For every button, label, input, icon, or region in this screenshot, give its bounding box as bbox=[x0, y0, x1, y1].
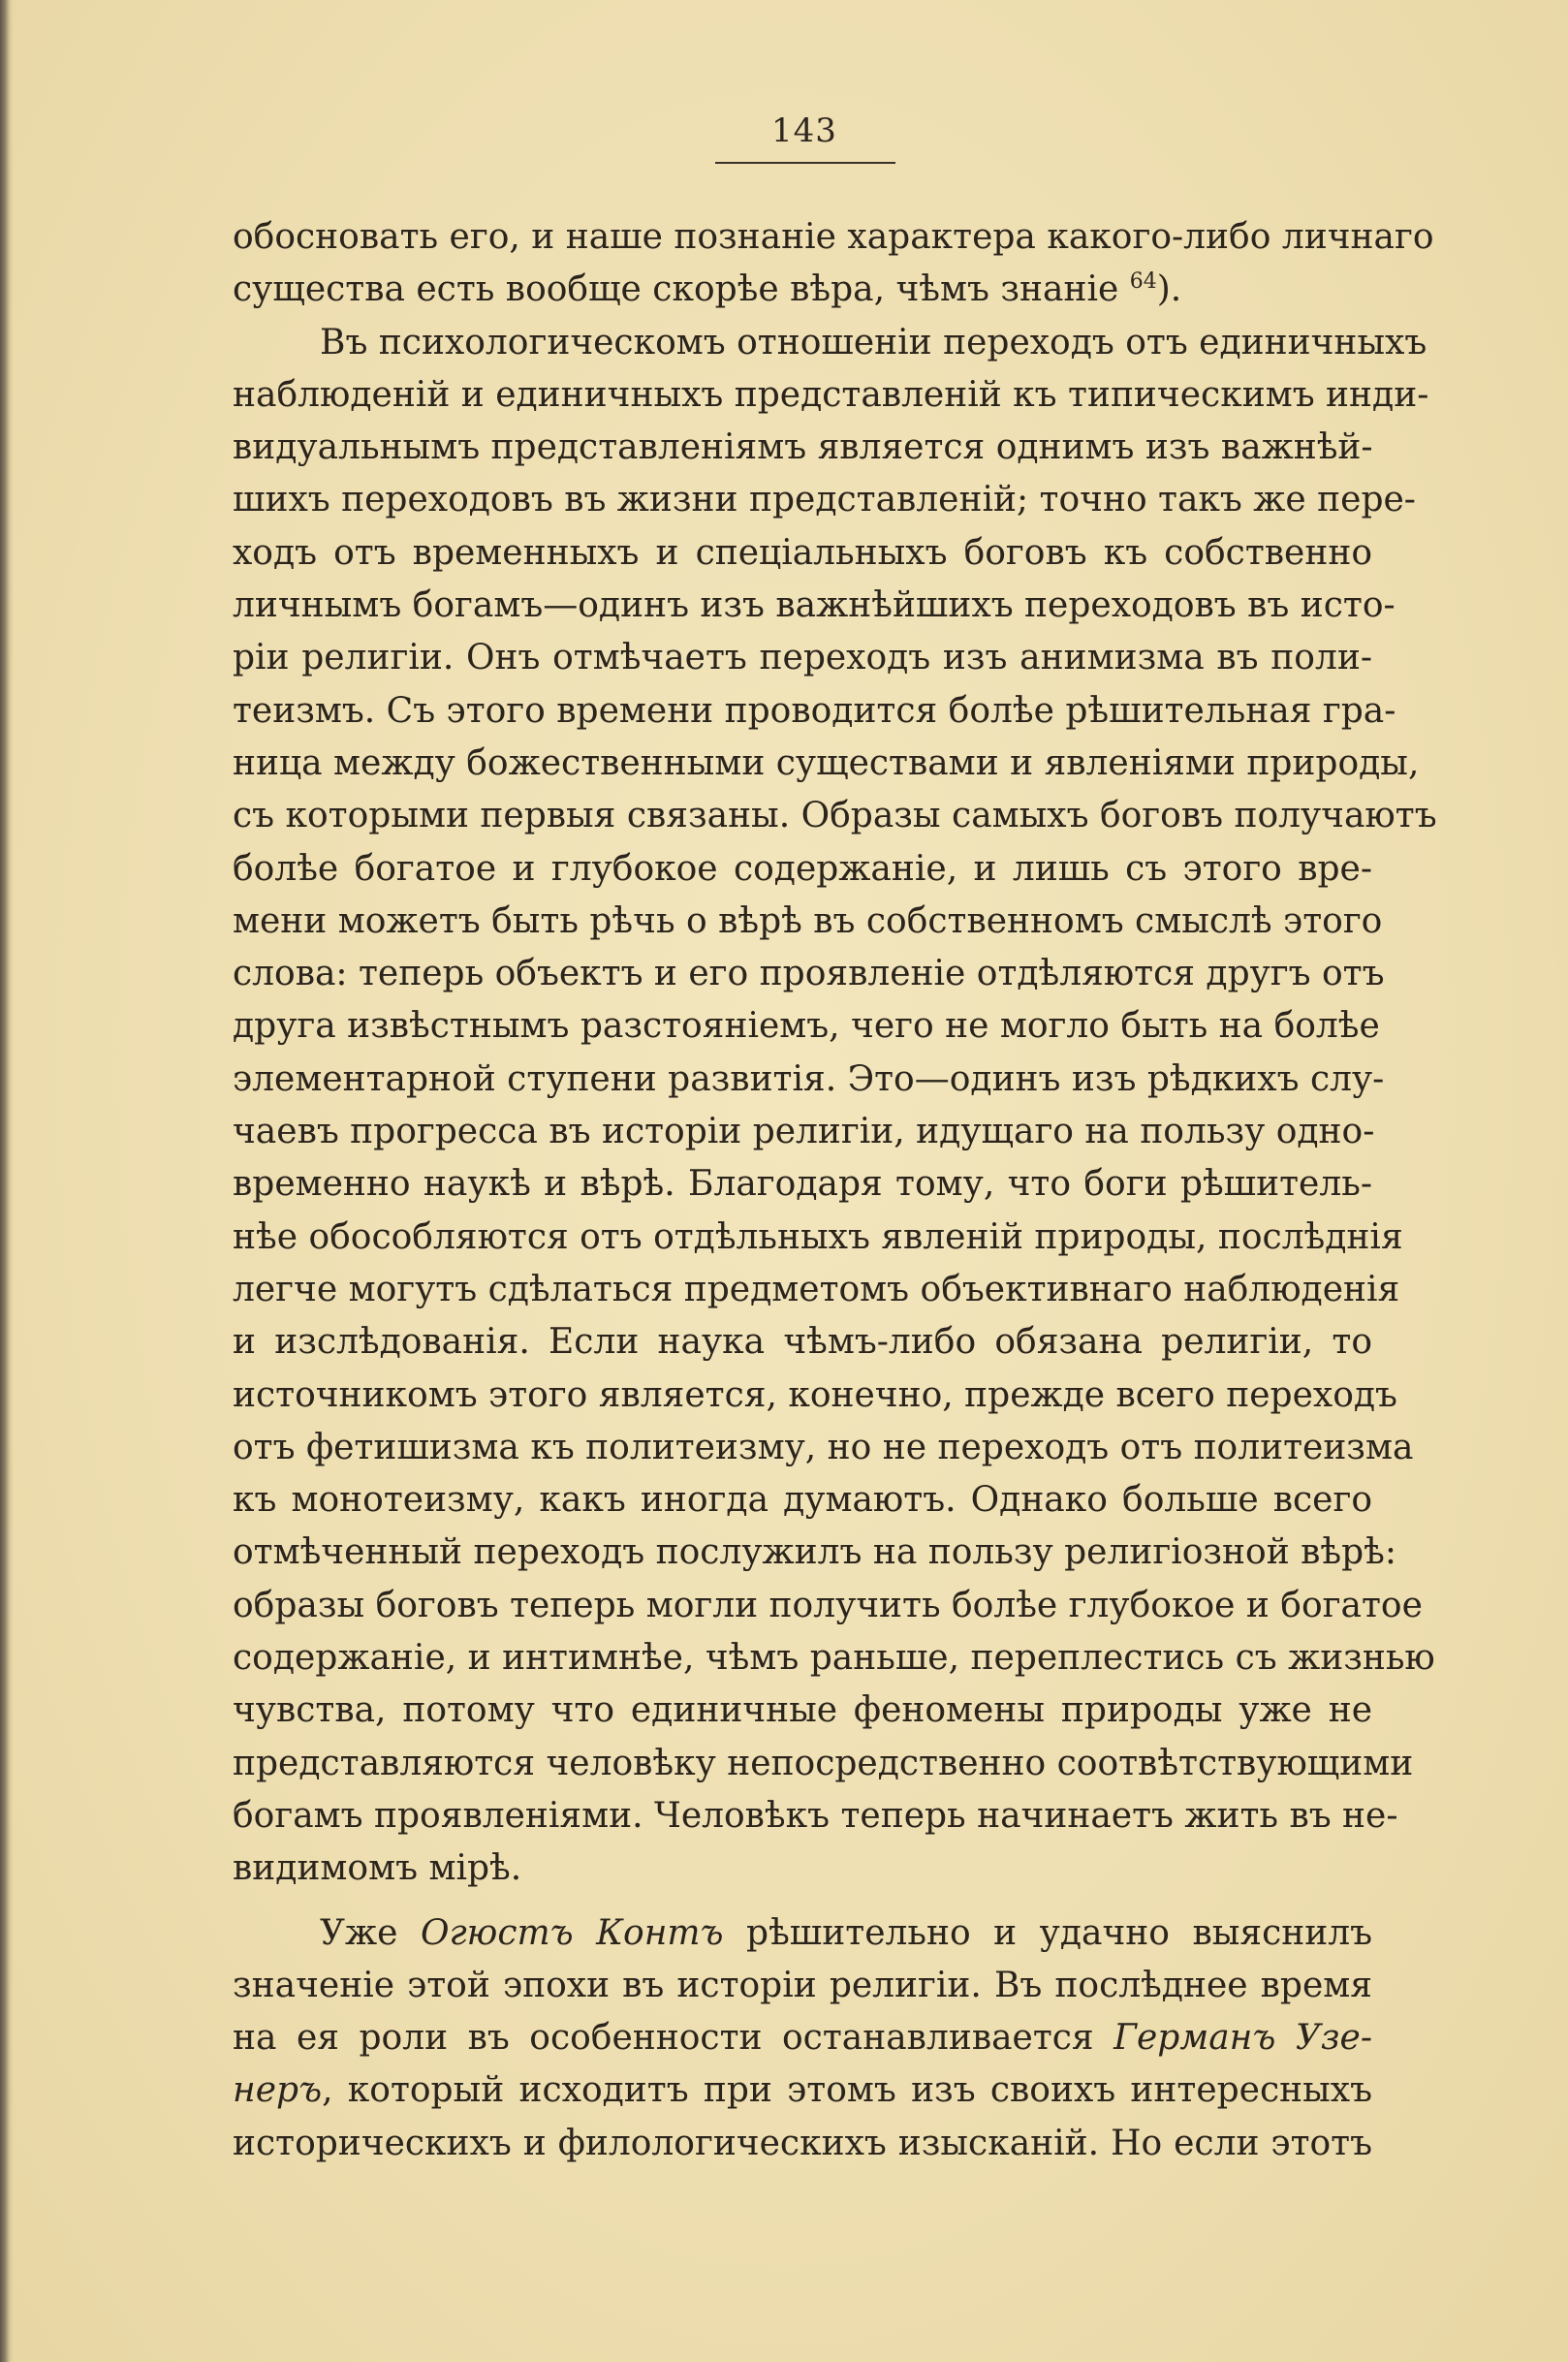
text-line: ріи религіи. Онъ отмѣчаетъ переходъ изъ анимизма въ поли- bbox=[233, 638, 1372, 678]
text-line: къ монотеизму, какъ иногда думаютъ. Однако больше всего bbox=[233, 1480, 1372, 1521]
text-line: богамъ проявленіями. Человѣкъ теперь начинаетъ жить въ не- bbox=[233, 1795, 1398, 1836]
text-line: чувства, потому что единичные феномены природы уже не bbox=[233, 1690, 1372, 1731]
author-name: Германъ Узе- bbox=[1113, 2018, 1372, 2059]
page-binding-edge bbox=[0, 0, 14, 2362]
text-line bbox=[233, 2064, 1372, 2117]
text-line: наблюденій и единичныхъ представленій къ типическимъ инди- bbox=[233, 374, 1429, 415]
text-line: и изслѣдованія. Если наука чѣмъ-либо обязана религіи, то bbox=[233, 1322, 1372, 1363]
author-name: Огюстъ Контъ bbox=[420, 1912, 724, 1953]
text-line: представляются человѣку непосредственно соотвѣтствующими bbox=[233, 1743, 1414, 1783]
text-line: Въ психологическомъ отношеніи переходъ отъ единичныхъ bbox=[320, 322, 1427, 362]
page-number: 143 bbox=[771, 111, 837, 150]
text-span: на ея роли въ особенности останавливается bbox=[233, 2018, 1114, 2059]
text-line bbox=[233, 264, 1372, 316]
text-line: отмѣченный переходъ послужилъ на пользу религіозной вѣрѣ: bbox=[233, 1532, 1396, 1573]
text-line bbox=[233, 2012, 1372, 2064]
text-span: Уже bbox=[320, 1912, 421, 1953]
text-line: содержаніе, и интимнѣе, чѣмъ раньше, переплестись съ жизнью bbox=[233, 1638, 1435, 1679]
text-line: болѣе богатое и глубокое содержаніе, и лишь съ этого вре- bbox=[233, 848, 1372, 889]
text-line: нѣе обособляются отъ отдѣльныхъ явленій природы, послѣднія bbox=[233, 1216, 1403, 1257]
text-span: существа есть вообще скорѣе вѣра, чѣмъ знаніе bbox=[233, 269, 1119, 310]
text-span: рѣшительно и удачно выяснилъ bbox=[723, 1912, 1372, 1953]
text-line: источникомъ этого является, конечно, прежде всего переходъ bbox=[233, 1374, 1397, 1415]
text-line: отъ фетишизма къ политеизму, но не переходъ отъ политеизма bbox=[233, 1427, 1414, 1467]
text-line: друга извѣстнымъ разстояніемъ, чего не могло быть на болѣе bbox=[233, 1006, 1380, 1047]
text-line: теизмъ. Съ этого времени проводится болѣе рѣшительная гра- bbox=[233, 690, 1396, 731]
text-line: историческихъ и филологическихъ изысканій. Но если этотъ bbox=[233, 2123, 1372, 2163]
page-number-rule bbox=[715, 162, 895, 164]
text-line: видимомъ мірѣ. bbox=[233, 1848, 522, 1889]
text-line: ница между божественными существами и явленіями природы, bbox=[233, 742, 1420, 783]
text-line: легче могутъ сдѣлаться предметомъ объективнаго наблюденія bbox=[233, 1269, 1400, 1309]
text-line: съ которыми первыя связаны. Образы самыхъ боговъ получаютъ bbox=[233, 796, 1437, 836]
paragraph-gap bbox=[233, 1896, 1372, 1907]
text-line: значеніе этой эпохи въ исторіи религіи. Въ послѣднее время bbox=[233, 1965, 1372, 2005]
text-line: обосновать его, и наше познаніе характера какого-либо личнаго bbox=[233, 217, 1434, 257]
text-line: временно наукѣ и вѣрѣ. Благодаря тому, что боги рѣшитель- bbox=[233, 1164, 1372, 1205]
text-span: , который исходитъ при этомъ изъ своихъ интересныхъ bbox=[322, 2070, 1372, 2111]
text-line: слова: теперь объектъ и его проявленіе отдѣляются другъ отъ bbox=[233, 954, 1385, 994]
text-line: образы боговъ теперь могли получить болѣе глубокое и богатое bbox=[233, 1585, 1423, 1625]
text-line: мени можетъ быть рѣчь о вѣрѣ въ собственномъ смыслѣ этого bbox=[233, 900, 1383, 941]
text-line: видуальнымъ представленіямъ является однимъ изъ важнѣй- bbox=[233, 427, 1373, 468]
footnote-reference: 64 bbox=[1129, 269, 1157, 295]
text-line: чаевъ прогресса въ исторіи религіи, идущаго на пользу одно- bbox=[233, 1112, 1375, 1152]
text-line: шихъ переходовъ въ жизни представленій; точно такъ же пере- bbox=[233, 480, 1416, 520]
text-line: элементарной ступени развитія. Это—одинъ изъ рѣдкихъ слу- bbox=[233, 1058, 1385, 1099]
text-span: ). bbox=[1156, 269, 1182, 310]
text-line: личнымъ богамъ—одинъ изъ важнѣйшихъ переходовъ въ исто- bbox=[233, 585, 1396, 626]
text-line: ходъ отъ временныхъ и спеціальныхъ боговъ къ собственно bbox=[233, 532, 1372, 573]
author-name: неръ bbox=[233, 2070, 323, 2111]
text-line bbox=[233, 1907, 1372, 1960]
body-text bbox=[233, 211, 1437, 2170]
